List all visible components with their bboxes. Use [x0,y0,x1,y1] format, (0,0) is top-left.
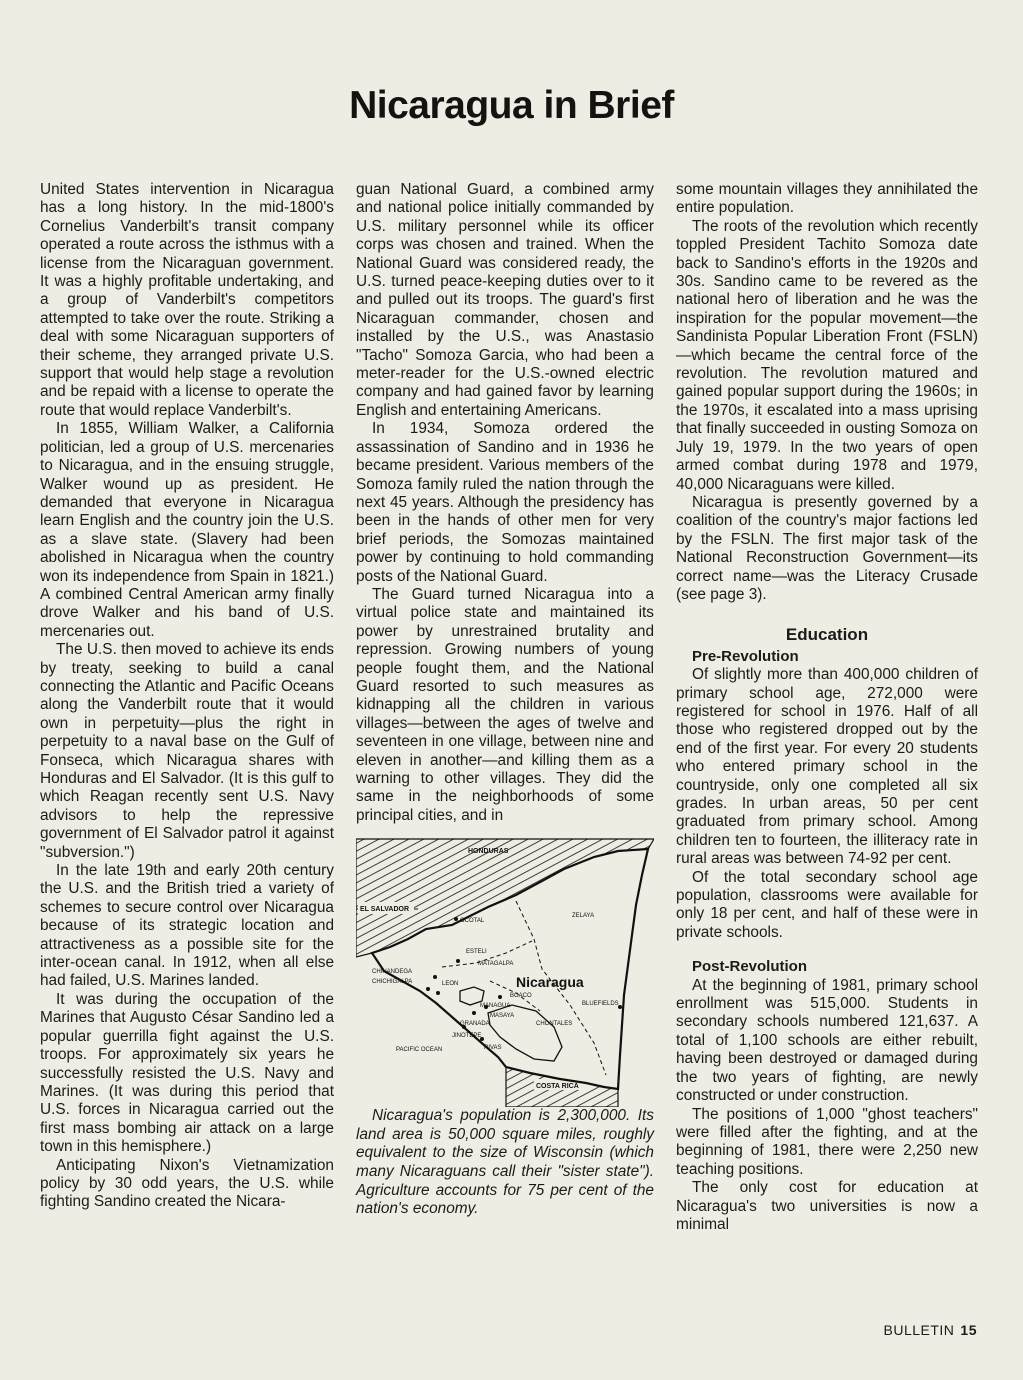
map-label-matagalpa: MATAGALPA [478,961,514,968]
paragraph: In 1855, William Walker, a California politician, led a group of U.S. mercenaries to Nicaragua, and in the ensuing struggle, Walker wound up as president. He demanded that everyone in Nicaragua learn English and the country join the U.S. as a slave state. (Slavery had been abolished in Nicaragua when the country won its independence from Spain in 1821.) A combined Central American army finally drove Walker and his band of U.S. mercenaries out. [40,420,334,640]
paragraph: Of slightly more than 400,000 children of primary school age, 272,000 were registered for school in 1976. Half of all those who registered dropped out by the end of the first year. For every 20 students who entered primary school in the countryside, only one completed all six grades. In urban areas, 50 per cent graduated from primary school. Among children ten to fourteen, the illiteracy rate in rural areas was between 74-92 per cent. [676,666,978,868]
map-label-granada: GRANADA [460,1021,490,1028]
map-label-boaco: BOACO [510,993,532,1000]
map-label-nicaragua: Nicaragua [516,974,584,991]
paragraph: Nicaragua is presently governed by a coalition of the country's major factions led by the FSLN. The first major task of the National Reconstruction Government—its correct name—was the Literacy Crusade (see page 3). [676,493,978,603]
paragraph: The Guard turned Nicaragua into a virtual police state and maintained its power by unrestrained brutality and repression. Growing numbers of young people fought them, and the National Guard resorted to such measures as kidnapping all the children in various villages—between the ages of twelve and seventeen in one village, between nine and eleven in another—and killing them as a warning to other villages. They did the same in the neighborhoods of some principal cities, and in [356,585,654,824]
paragraph: It was during the occupation of the Marines that Augusto César Sandino led a popular guerrilla fight against the U.S. troops. For approximately six years he successfully resisted the U.S. Navy and Marines. (It was during this period that U.S. forces in Nicaragua carried out the first mass bombing air attack on a large town in this hemisphere.) [40,990,334,1156]
map-label-el-salvador: EL SALVADOR [360,906,410,914]
text-column-1 [40,181,334,1212]
subheading-pre-revolution: Pre-Revolution [692,647,799,665]
paragraph: The roots of the revolution which recently toppled President Tachito Somoza date back to Sandino's efforts in the 1920s and 30s. Sandino came to be revered as the national hero of liberation and he was the inspiration for the popular movement—the Sandinista Popular Liberation Front (FSLN)—which became the central force of the revolution. The revolution matured and gained popular support during the 1960s; in the 1970s, it escalated into a mass uprising that finally succeeded in ousting Somoza on July 19, 1979. In the two years of open armed combat during 1978 and 1979, 40,000 Nicaraguans were killed. [676,217,978,493]
map-label-rivas: RIVAS [484,1045,502,1052]
map-label-leon: LEON [442,981,459,988]
subheading-post-revolution: Post-Revolution [692,958,807,976]
map-label-bluefields: BLUEFIELDS [582,1001,619,1008]
paragraph: some mountain villages they annihilated the entire population. [676,181,978,217]
article-title: Nicaragua in Brief [349,84,674,127]
map-label-masaya: MASAYA [490,1013,515,1020]
paragraph: In 1934, Somoza ordered the assassination of Sandino and in 1936 he became president. Various members of the Somoza family ruled the nation through the next 45 years. Although the presidency has been in the hands of other men for very brief periods, the Somozas maintained power by continuing to hold commanding posts of the National Guard. [356,420,654,585]
map-caption: Nicaragua's population is 2,300,000. Its land area is 50,000 square miles, roughly equivalent to the size of Wisconsin (which many Nicaraguans call their "sister state"). Agriculture accounts for 75 per cent of the nation's economy. [356,1107,654,1218]
paragraph: The positions of 1,000 "ghost teachers" were filled after the fighting, and at the beginning of 1981, there were 2,250 new teaching positions. [676,1105,978,1178]
page-footer [884,1322,978,1338]
section-heading-education: Education [785,625,869,645]
map-label-managua: MANAGUA [480,1003,511,1010]
text-column-2 [356,181,654,1219]
paragraph: Of the total secondary school age population, classrooms were available for only 18 per cent, and half of these were in private schools. [676,868,978,941]
map-label-esteli: ESTELI [466,949,487,956]
paragraph: Anticipating Nixon's Vietnamization policy by 30 odd years, the U.S. while fighting Sandino created the Nicara- [40,1156,334,1211]
paragraph: At the beginning of 1981, primary school enrollment was 515,000. Students in secondary schools numbered 121,637. A total of 1,100 schools are either rebuilt, having been destroyed or damaged during the two years of fighting, are newly constructed or under construction. [676,976,978,1105]
paragraph: guan National Guard, a combined army and national police initially commanded by U.S. military personnel while its officer corps was chosen and trained. When the National Guard was considered ready, the U.S. turned peace-keeping duties over to it and pulled out its troops. The guard's first Nicaraguan commander, chosen and installed by the U.S., was Anastasio "Tacho" Somoza Garcia, who had been a meter-reader for the U.S.-owned electric company and had gained favor by learning English and entertaining Americans. [356,181,654,419]
map-label-pacific-ocean: PACIFIC OCEAN [396,1047,443,1054]
map-label-chichigalpa: CHICHIGALPA [372,979,413,986]
nicaragua-map [356,835,654,1107]
map-label-jinotepe: JINOTEPE [452,1033,482,1040]
paragraph: United States intervention in Nicaragua has a long history. In the mid-1800's Cornelius Vanderbilt's transit company operated a route across the isthmus with a license from the Nicaraguan government. It was a highly profitable undertaking, and a group of Vanderbilt's competitors attempted to take over the route. Striking a deal with some Nicaraguan supporters of their scheme, they arranged private U.S. support that would help stage a revolution and be repaid with a license to operate the route that would replace Vanderbilt's. [40,181,334,419]
map-label-honduras: HONDURAS [468,848,509,856]
map-label-chontales: CHONTALES [536,1021,573,1028]
publication-name: BULLETIN [883,1322,955,1338]
map-label-zelaya: ZELAYA [572,913,595,920]
paragraph: In the late 19th and early 20th century the U.S. and the British tried a variety of schemes to secure control over Nicaragua because of its strategic location and attractiveness as a possible site for the inter-ocean canal. In 1912, when all else had failed, U.S. Marines landed. [40,862,334,990]
text-column-3 [676,181,978,1234]
paragraph: The U.S. then moved to achieve its ends by treaty, seeking to build a canal connecting the Atlantic and Pacific Oceans along the Vanderbilt route that it would own in perpetuity—plus the right in perpetuity to a naval base on the Gulf of Fonseca, which Nicaragua shares with Honduras and El Salvador. (It is this gulf to which Reagan recently sent U.S. Navy advisors to help the repressive government of El Salvador patrol it against "subversion.") [40,641,334,861]
page-number: 15 [960,1322,977,1338]
map-label-ocotal: OCOTAL [460,918,485,925]
map-label-costa-rica: COSTA RICA [536,1083,579,1091]
map-label-chinandega: CHINANDEGA [372,969,413,976]
paragraph: The only cost for education at Nicaragua's two universities is now a minimal [676,1179,978,1233]
